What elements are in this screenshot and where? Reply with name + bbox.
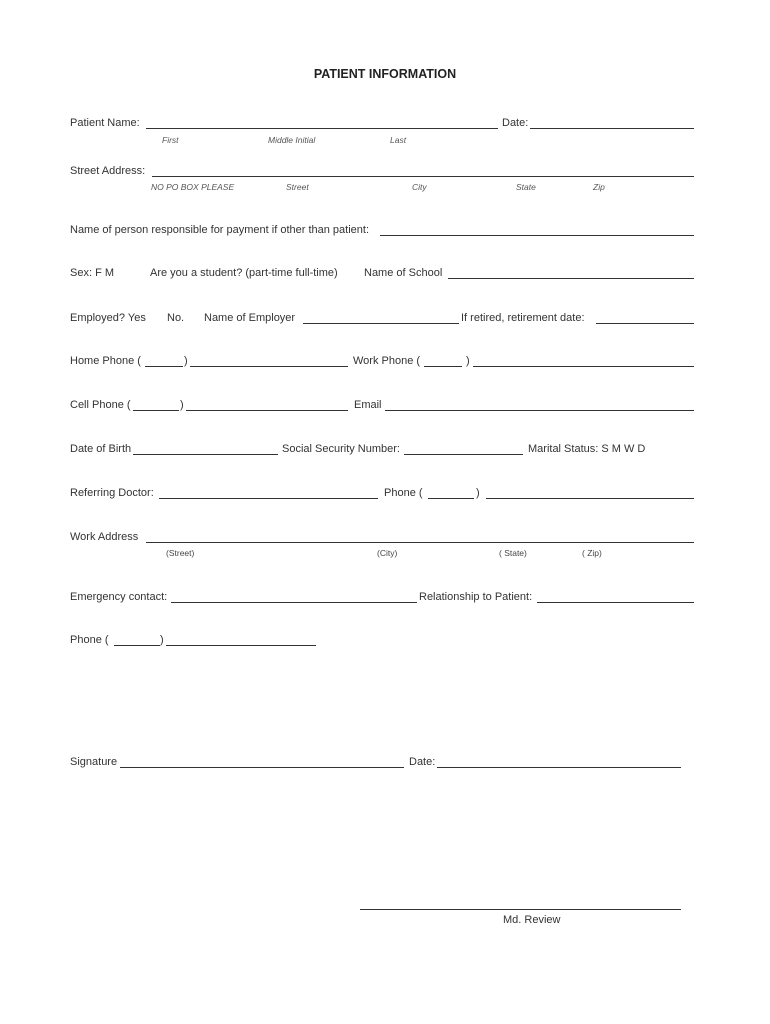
cell-area-code-field[interactable] [133, 410, 179, 411]
referring-phone-field[interactable] [486, 498, 694, 499]
patient-name-field[interactable] [146, 128, 498, 129]
zip-caption: Zip [593, 182, 605, 192]
form-title: PATIENT INFORMATION [313, 67, 457, 81]
employed-row [70, 311, 700, 327]
emergency-contact-label: Emergency contact: [70, 591, 168, 603]
dob-field[interactable] [133, 454, 278, 455]
home-phone-label: Home Phone ( [70, 355, 141, 367]
sex-student-row [70, 266, 700, 282]
ssn-label: Social Security Number: [282, 443, 400, 455]
cell-phone-label: Cell Phone ( [70, 399, 131, 411]
emergency-phone-label: Phone ( [70, 634, 109, 646]
work-area-code-field[interactable] [424, 366, 462, 367]
work-state-caption: ( State) [499, 548, 527, 558]
last-name-caption: Last [390, 135, 407, 145]
date-label: Date: [502, 117, 529, 129]
cell-phone-close: ) [180, 399, 184, 411]
street-address-row [70, 164, 700, 180]
date-field[interactable] [530, 128, 694, 129]
work-address-row [70, 530, 700, 546]
emergency-phone-row [70, 633, 330, 649]
dob-row [70, 442, 700, 458]
retirement-date-field[interactable] [596, 323, 694, 324]
email-field[interactable] [385, 410, 694, 411]
marital-status-label[interactable]: Marital Status: S M W D [528, 443, 646, 455]
employer-field[interactable] [303, 323, 459, 324]
md-review-label: Md. Review [503, 914, 561, 926]
work-street-caption: (Street) [166, 548, 195, 558]
md-review-line[interactable] [360, 909, 681, 910]
work-phone-field[interactable] [473, 366, 694, 367]
referring-row [70, 486, 700, 502]
emergency-contact-field[interactable] [171, 602, 417, 603]
referring-phone-label: Phone ( [384, 487, 423, 499]
email-label: Email [354, 399, 382, 411]
patient-name-label: Patient Name: [70, 117, 140, 129]
signature-label: Signature [70, 756, 118, 768]
responsible-label: Name of person responsible for payment if other than patient: [70, 224, 370, 236]
signature-date-label: Date: [409, 756, 436, 768]
signature-row [70, 755, 700, 771]
no-po-box-caption: NO PO BOX PLEASE [151, 182, 235, 192]
street-caption: Street [286, 182, 309, 192]
student-label[interactable]: Are you a student? (part-time full-time) [150, 267, 338, 279]
cell-email-row [70, 398, 700, 414]
work-city-caption: (City) [377, 548, 398, 558]
referring-area-code-field[interactable] [428, 498, 474, 499]
home-phone-close: ) [184, 355, 188, 367]
relationship-field[interactable] [537, 602, 694, 603]
emergency-phone-field[interactable] [166, 645, 316, 646]
work-phone-label: Work Phone ( [353, 355, 421, 367]
cell-phone-field[interactable] [186, 410, 348, 411]
street-address-field[interactable] [152, 176, 694, 177]
referring-doctor-label: Referring Doctor: [70, 487, 154, 499]
emergency-area-code-field[interactable] [114, 645, 160, 646]
signature-field[interactable] [120, 767, 404, 768]
work-address-field[interactable] [146, 542, 694, 543]
city-caption: City [412, 182, 427, 192]
relationship-label: Relationship to Patient: [419, 591, 533, 603]
patient-name-row [70, 116, 700, 132]
emergency-row [70, 590, 700, 606]
work-address-label: Work Address [70, 531, 139, 543]
middle-initial-caption: Middle Initial [268, 135, 316, 145]
street-address-label: Street Address: [70, 165, 146, 177]
first-name-caption: First [162, 135, 179, 145]
retired-label: If retired, retirement date: [461, 312, 585, 324]
state-caption: State [516, 182, 536, 192]
signature-date-field[interactable] [437, 767, 681, 768]
work-zip-caption: ( Zip) [582, 548, 602, 558]
ssn-field[interactable] [404, 454, 523, 455]
sex-label[interactable]: Sex: F M [70, 267, 115, 279]
home-phone-field[interactable] [190, 366, 348, 367]
referring-phone-close: ) [476, 487, 480, 499]
emergency-phone-close: ) [160, 634, 164, 646]
home-area-code-field[interactable] [145, 366, 183, 367]
employed-label[interactable]: Employed? Yes [70, 312, 146, 324]
responsible-row [70, 223, 700, 239]
work-phone-close: ) [466, 355, 470, 367]
referring-doctor-field[interactable] [159, 498, 378, 499]
school-label: Name of School [364, 267, 443, 279]
dob-label: Date of Birth [70, 443, 132, 455]
school-field[interactable] [448, 278, 694, 279]
employer-label: Name of Employer [204, 312, 296, 324]
responsible-field[interactable] [380, 235, 694, 236]
phone-row [70, 354, 700, 370]
employed-no-label[interactable]: No. [167, 312, 185, 324]
